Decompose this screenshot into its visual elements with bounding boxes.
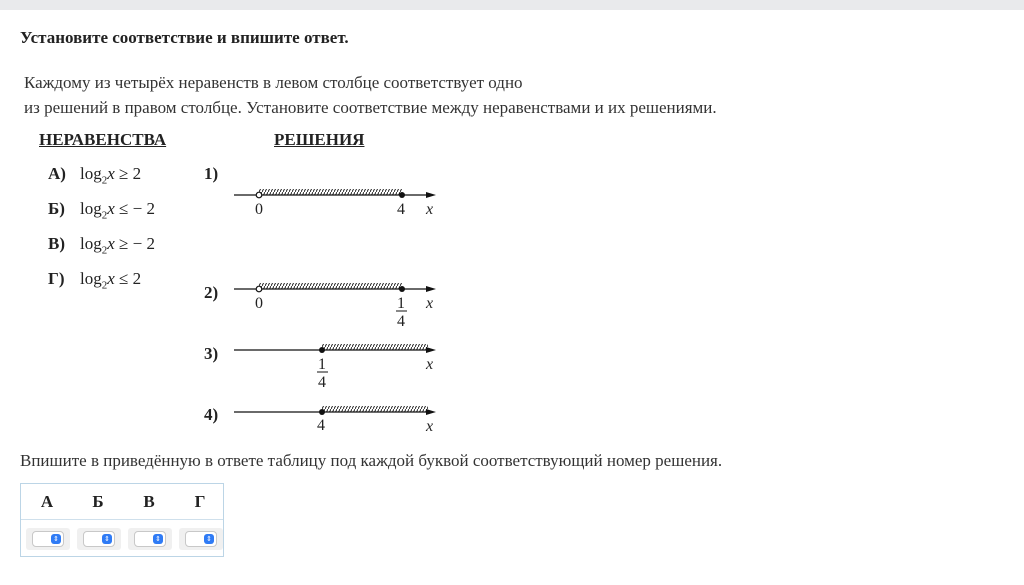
intro-line-2: из решений в правом столбце. Установите соответствие между неравенствами и их решениями. (24, 98, 717, 117)
shaded-interval (259, 283, 402, 289)
axis-variable: x (426, 356, 434, 373)
closed-point (399, 192, 405, 198)
chevron-updown-icon: ⇕ (102, 534, 112, 544)
select-box[interactable] (134, 531, 166, 547)
task-title: Установите соответствие и впишите ответ. (20, 28, 349, 47)
inequality-label-g: Г) (48, 269, 65, 288)
tick-label-0: 0 (255, 201, 263, 218)
number-line-2 (226, 274, 446, 334)
top-bar (0, 0, 1024, 10)
shaded-interval (322, 344, 428, 350)
select-box[interactable] (32, 531, 64, 547)
fraction-numerator: 1 (318, 356, 326, 373)
number-line-1 (226, 180, 446, 220)
open-point (256, 286, 262, 292)
inequalities-header: НЕРАВЕНСТВА (39, 130, 167, 149)
tick-label-0: 0 (255, 295, 263, 312)
inequality-label-a: А) (48, 164, 66, 183)
inequality-label-b: Б) (48, 199, 65, 218)
answer-select-g[interactable] (179, 528, 223, 550)
chevron-updown-icon: ⇕ (51, 534, 61, 544)
axis-arrow (426, 409, 436, 415)
inequality-label-v: В) (48, 234, 65, 253)
closed-point (319, 409, 325, 415)
closed-point (399, 286, 405, 292)
number-line-4 (226, 397, 446, 437)
chevron-updown-icon: ⇕ (153, 534, 163, 544)
axis-variable: x (426, 418, 434, 435)
axis-arrow (426, 347, 436, 353)
answer-select-v[interactable] (128, 528, 172, 550)
fraction-denominator: 4 (397, 313, 405, 330)
select-box[interactable] (83, 531, 115, 547)
solution-label-3: 3) (204, 344, 219, 363)
solutions-header: РЕШЕНИЯ (274, 130, 365, 149)
answer-header-a: А (40, 492, 54, 511)
solution-label-4: 4) (204, 405, 219, 424)
answer-select-b[interactable] (77, 528, 121, 550)
solution-label-2: 2) (204, 283, 219, 302)
answer-table (20, 483, 224, 557)
inequality-a: $\log_2x \ge 2$ (80, 164, 142, 187)
inequality-b: $\log_2x$ ≤ − 2 (80, 199, 155, 222)
closed-point (319, 347, 325, 353)
tick-label-4: 4 (317, 417, 325, 434)
task-description (24, 70, 717, 120)
axis-arrow (426, 192, 436, 198)
inequality-v: $\log_2x$ ≥ − 2 (80, 234, 155, 257)
answer-header-g: Г (194, 492, 206, 511)
answer-select-a[interactable] (26, 528, 70, 550)
solution-label-1: 1) (204, 164, 219, 183)
inequality-g: $\log_2x \le 2$ (80, 269, 142, 292)
answer-header-v: В (143, 492, 155, 511)
answer-header-b: Б (92, 492, 104, 511)
fraction-numerator: 1 (397, 295, 405, 312)
shaded-interval (322, 406, 428, 412)
intro-line-1: Каждому из четырёх неравенств в левом столбце соответствует одно (24, 73, 523, 92)
fraction-denominator: 4 (318, 374, 326, 391)
answer-table-divider (21, 519, 223, 520)
tick-label-4: 4 (397, 201, 405, 218)
axis-arrow (426, 286, 436, 292)
open-point (256, 192, 262, 198)
answer-instruction: Впишите в приведённую в ответе таблицу под каждой буквой соответствующий номер решения. (20, 451, 723, 470)
chevron-updown-icon: ⇕ (204, 534, 214, 544)
select-box[interactable] (185, 531, 217, 547)
axis-variable: x (426, 295, 434, 312)
axis-variable: x (426, 201, 434, 218)
number-line-3 (226, 335, 446, 395)
shaded-interval (259, 189, 402, 195)
